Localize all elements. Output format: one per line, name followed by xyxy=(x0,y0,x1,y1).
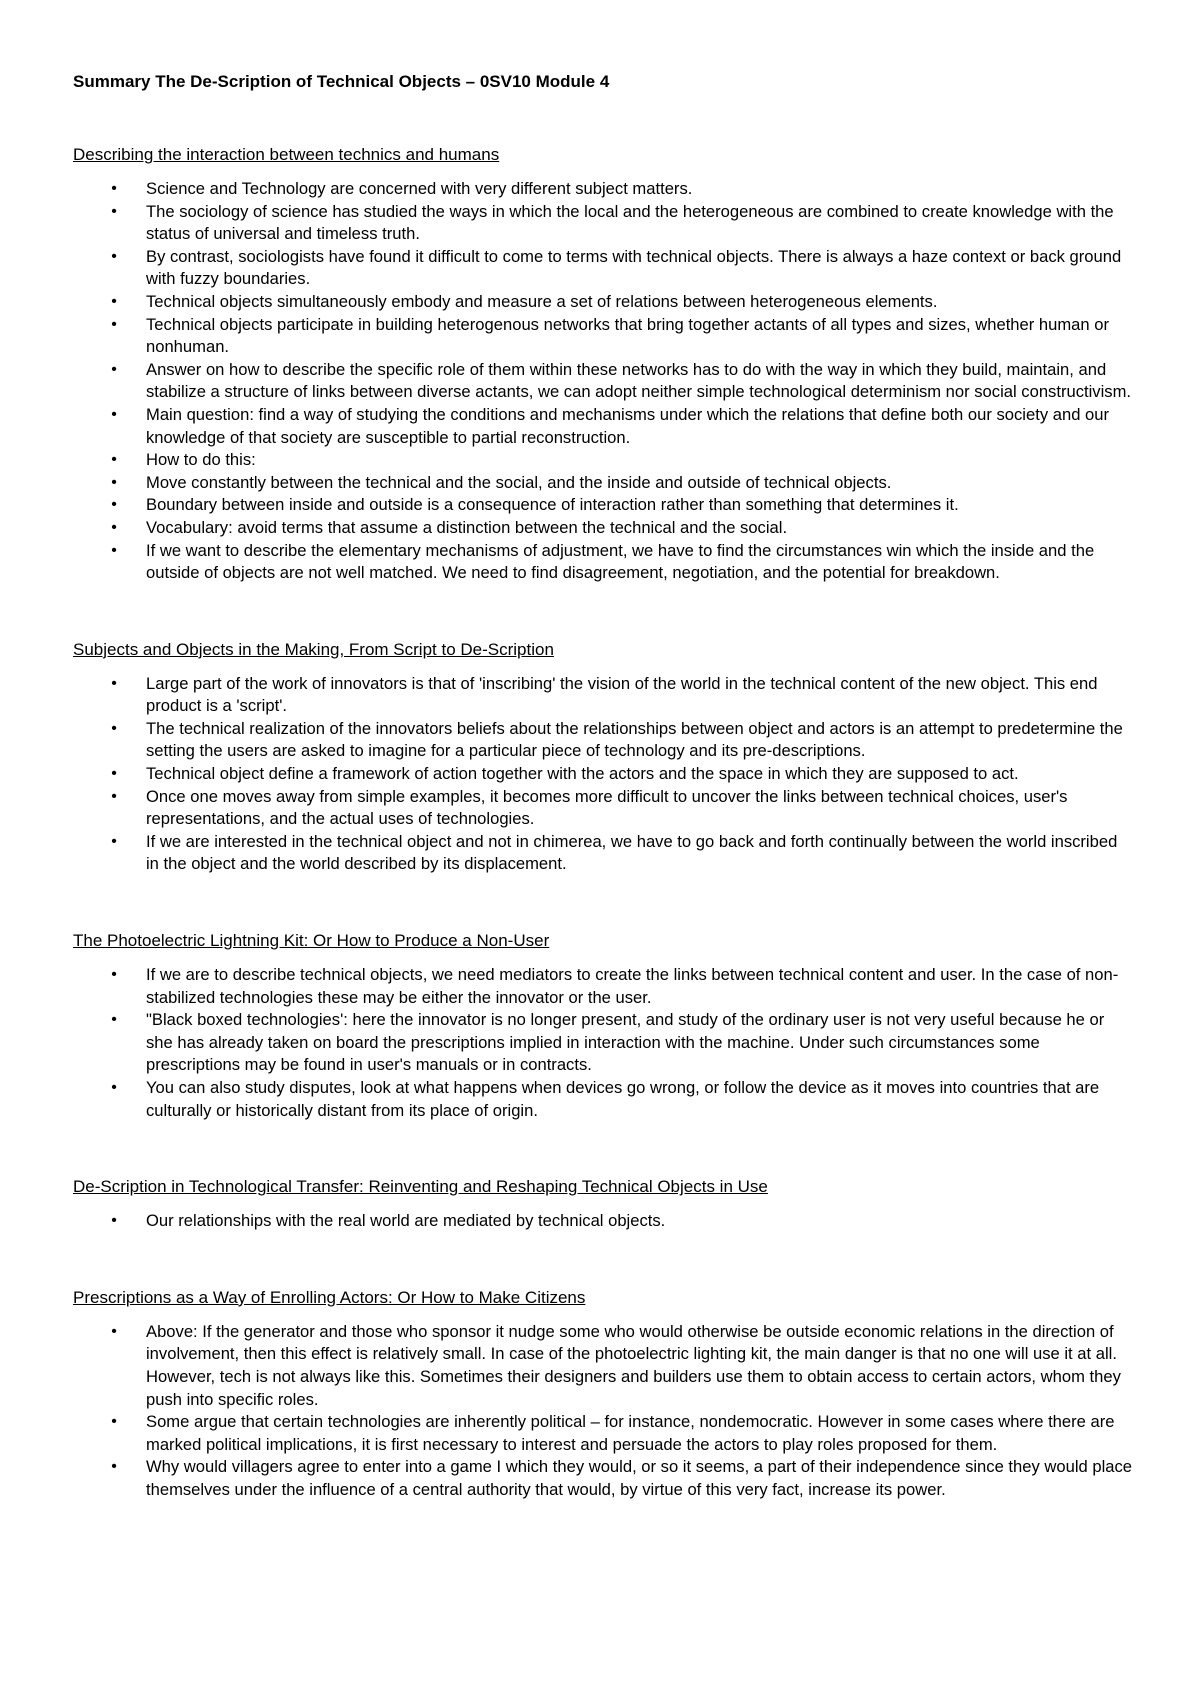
list-item xyxy=(73,178,1133,201)
bullet-icon: • xyxy=(111,247,117,265)
bullet-icon: • xyxy=(111,451,117,469)
list-item xyxy=(73,964,1133,1009)
bullet-icon: • xyxy=(111,832,117,850)
list-item-text: You can also study disputes, look at what happens when devices go wrong, or follow the device as it moves into countries that are culturally or historically distant from its place of origin. xyxy=(146,1078,1100,1120)
document-body xyxy=(73,144,1133,1502)
list-item-text: Technical objects participate in building heterogenous networks that bring together actants of all types and sizes, whether human or nonhuman. xyxy=(146,314,1110,357)
list-item xyxy=(73,763,1133,786)
list-item-text: The technical realization of the innovators beliefs about the relationships between object and actors is an attempt to predetermine the setting the users are asked to imagine for a particular piece of technology and its pre-descriptions. xyxy=(146,718,1123,761)
bullet-list xyxy=(73,1321,1133,1502)
bullet-list xyxy=(73,673,1133,876)
bullet-icon: • xyxy=(111,496,117,514)
list-item-text: Technical objects simultaneously embody and measure a set of relations between heterogeneous elements. xyxy=(146,291,938,311)
bullet-icon: • xyxy=(111,787,117,805)
list-item xyxy=(73,201,1133,246)
list-item-text: Technical object define a framework of action together with the actors and the space in which they are supposed to act. xyxy=(146,764,1019,784)
list-item-text: Large part of the work of innovators is that of 'inscribing' the vision of the world in the technical content of the new object. This end product is a 'script'. xyxy=(146,673,1098,716)
list-item xyxy=(73,359,1133,404)
list-item-text: If we are interested in the technical object and not in chimerea, we have to go back and forth continually between the world inscribed in the object and the world described by its displacement. xyxy=(146,831,1118,874)
section-3 xyxy=(73,930,1133,1122)
list-item xyxy=(73,540,1133,585)
list-item xyxy=(73,1210,1133,1233)
list-item xyxy=(73,1321,1133,1411)
list-item-text: By contrast, sociologists have found it difficult to come to terms with technical objects. There is always a haze context or back ground with fuzzy boundaries. xyxy=(146,246,1122,289)
bullet-icon: • xyxy=(111,1322,117,1340)
list-item-text: Why would villagers agree to enter into a game I which they would, or so it seems, a part of their independence since they would place themselves under the influence of a central authority that would, by virtue of this very fact, increase its power. xyxy=(146,1457,1133,1499)
document-title: Summary The De-Scription of Technical Objects – 0SV10 Module 4 xyxy=(73,72,610,91)
list-item xyxy=(73,1411,1133,1456)
list-item xyxy=(73,449,1133,472)
bullet-icon: • xyxy=(111,292,117,310)
bullet-icon: • xyxy=(111,1011,117,1029)
section-5 xyxy=(73,1287,1133,1502)
list-item xyxy=(73,517,1133,540)
list-item xyxy=(73,246,1133,291)
bullet-icon: • xyxy=(111,315,117,333)
list-item xyxy=(73,1077,1133,1122)
list-item xyxy=(73,673,1133,718)
list-item xyxy=(73,291,1133,314)
list-item-text: Answer on how to describe the specific role of them within these networks has to do with the way in which they build, maintain, and stabilize a structure of links between diverse actants, we can adopt neither simple technological determinism nor social constructivism. xyxy=(146,359,1132,402)
bullet-list xyxy=(73,178,1133,585)
bullet-icon: • xyxy=(111,405,117,423)
bullet-list xyxy=(73,1210,1133,1233)
list-item xyxy=(73,1456,1133,1501)
list-item-text: Boundary between inside and outside is a consequence of interaction rather than something that determines it. xyxy=(146,495,959,515)
section-spacer xyxy=(73,876,1133,930)
list-item xyxy=(73,494,1133,517)
list-item-text: Move constantly between the technical and the social, and the inside and outside of technical objects. xyxy=(146,472,892,492)
list-item xyxy=(73,404,1133,449)
section-heading: De-Scription in Technological Transfer: Reinventing and Reshaping Technical Objects in Use xyxy=(73,1177,768,1197)
list-item-text: Vocabulary: avoid terms that assume a distinction between the technical and the social. xyxy=(146,517,788,537)
bullet-icon: • xyxy=(111,966,117,984)
list-item-text: Science and Technology are concerned with very different subject matters. xyxy=(146,179,693,198)
list-item-text: If we want to describe the elementary mechanisms of adjustment, we have to find the circumstances win which the inside and the outside of objects are not well matched. We need to find disagreement, negotiation, and the potential for breakdown. xyxy=(146,540,1095,583)
bullet-icon: • xyxy=(111,719,117,737)
section-heading: Subjects and Objects in the Making, From Script to De-Scription xyxy=(73,639,554,659)
bullet-icon: • xyxy=(111,202,117,220)
list-item-text: How to do this: xyxy=(146,450,256,470)
section-1 xyxy=(73,144,1133,585)
bullet-icon: • xyxy=(111,1212,117,1230)
bullet-icon: • xyxy=(111,674,117,692)
list-item xyxy=(73,718,1133,763)
list-item xyxy=(73,786,1133,831)
section-heading: Describing the interaction between technics and humans xyxy=(73,145,500,164)
bullet-icon: • xyxy=(111,1079,117,1096)
list-item-text: Once one moves away from simple examples, it becomes more difficult to uncover the links between technical choices, user's representations, and the actual uses of technologies. xyxy=(146,786,1068,829)
bullet-icon: • xyxy=(111,180,117,197)
section-spacer xyxy=(73,1122,1133,1176)
list-item xyxy=(73,1009,1133,1077)
section-4 xyxy=(73,1176,1133,1233)
bullet-icon: • xyxy=(111,1458,117,1476)
list-item xyxy=(73,314,1133,359)
bullet-icon: • xyxy=(111,541,117,559)
list-item-text: Some argue that certain technologies are inherently political – for instance, nondemocratic. However in some cases where there are marked political implications, it is first necessary to interest and persuade the actors to play roles proposed for them. xyxy=(146,1412,1115,1454)
bullet-icon: • xyxy=(111,518,117,536)
list-item-text: The sociology of science has studied the ways in which the local and the heterogeneous are combined to create knowledge with the status of universal and timeless truth. xyxy=(146,201,1114,244)
bullet-icon: • xyxy=(111,1413,117,1431)
list-item-text: If we are to describe technical objects, we need mediators to create the links between technical content and user. In the case of non-stabilized technologies these may be either the innovator or the user. xyxy=(146,965,1119,1007)
document-page xyxy=(73,70,1133,1502)
bullet-icon: • xyxy=(111,765,117,783)
section-2 xyxy=(73,639,1133,876)
list-item xyxy=(73,472,1133,495)
section-spacer xyxy=(73,585,1133,639)
list-item-text: Above: If the generator and those who sponsor it nudge some who would otherwise be outside economic relations in the direction of involvement, then this effect is relatively small. In case of the photoelectric lighting kit, the main danger is that no one will use it at all. However, tech is not always like this. Sometimes their designers and builders use them to obtain access to certain actors, whom they push into specific roles. xyxy=(146,1321,1121,1409)
list-item-text: Our relationships with the real world are mediated by technical objects. xyxy=(146,1211,666,1231)
list-item-text: "Black boxed technologies': here the innovator is no longer present, and study of the ordinary user is not very useful because he or she has already taken on board the prescriptions implied in interaction with the machine. Under such circumstances some prescriptions may be found in user's manuals or in contracts. xyxy=(146,1010,1105,1075)
bullet-list xyxy=(73,964,1133,1122)
section-heading: The Photoelectric Lightning Kit: Or How to Produce a Non-User xyxy=(73,931,550,951)
list-item xyxy=(73,831,1133,876)
bullet-icon: • xyxy=(111,360,117,378)
section-spacer xyxy=(73,1233,1133,1287)
bullet-icon: • xyxy=(111,473,117,491)
list-item-text: Main question: find a way of studying the conditions and mechanisms under which the relations that define both our society and our knowledge of that society are susceptible to partial reconstruction. xyxy=(146,404,1110,447)
section-heading: Prescriptions as a Way of Enrolling Actors: Or How to Make Citizens xyxy=(73,1287,586,1307)
